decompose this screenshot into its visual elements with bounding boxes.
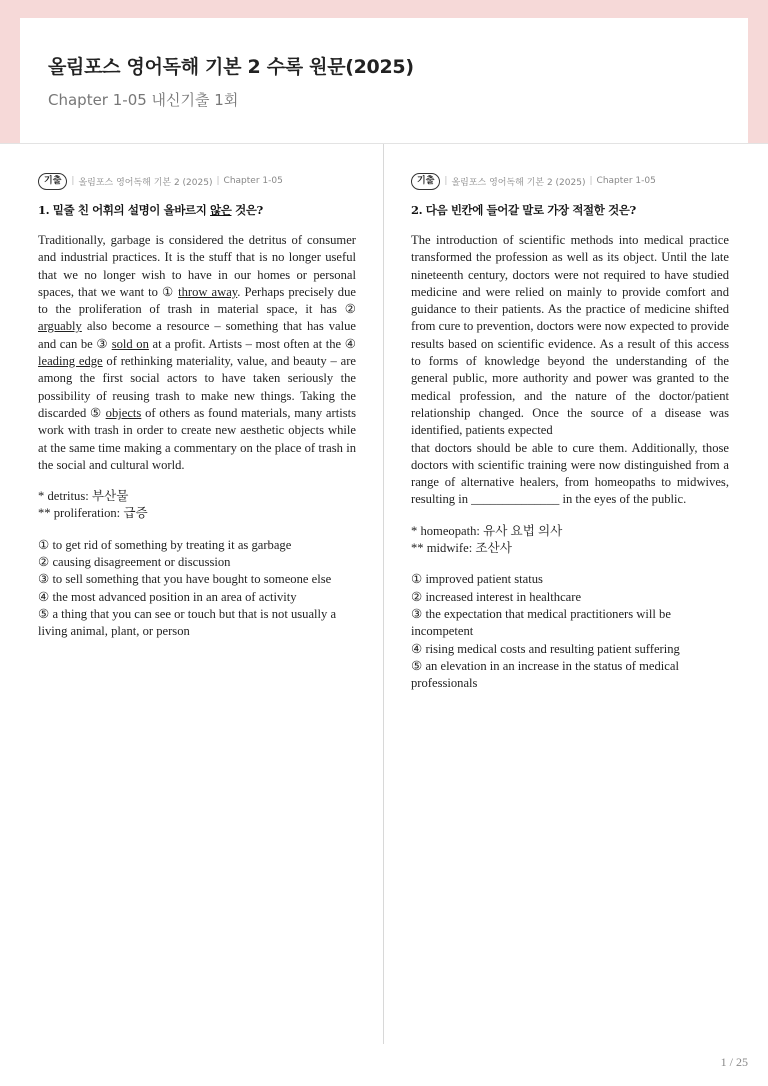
footnote: * homeopath: 유사 요법 의사 (411, 523, 563, 538)
answer-option: ⑤ a thing that you can see or touch but that is not usually a living animal, plant, or person (38, 606, 337, 639)
meta-separator: | (589, 176, 593, 186)
question-1-tag: 기출 (38, 173, 67, 190)
answer-option: ④ rising medical costs and resulting patient suffering (411, 641, 680, 656)
meta-separator: | (444, 176, 448, 186)
footnote: ** proliferation: 급증 (38, 506, 148, 521)
answer-option: ① improved patient status (411, 572, 543, 587)
answer-option: ③ the expectation that medical practitioners will be incompetent (411, 606, 671, 639)
underlined-word-1: throw away (178, 284, 238, 299)
header-card (20, 18, 748, 143)
question-2-title: 2. 다음 빈칸에 들어갈 말로 가장 적절한 것은? (411, 203, 636, 217)
marker-4: ④ (344, 336, 356, 351)
question-1-chapter: Chapter 1-05 (223, 176, 283, 186)
question-2-meta (411, 170, 729, 192)
marker-1: ① (161, 284, 175, 299)
question-2-passage-part-2: that doctors should be able to cure them. Additionally, those doctors with scientific training were now distinguished from a range of alternative healers, from homeopaths to midwives, resulting in ______________ in the eyes of the public. (411, 440, 729, 507)
question-1-source: 올림포스 영어독해 기본 2 (2025) (78, 177, 213, 188)
answer-option: ① to get rid of something by treating it as garbage (38, 537, 292, 552)
question-1 (38, 170, 356, 641)
question-2-tag: 기출 (411, 173, 440, 190)
underlined-word-4: leading edge (38, 354, 103, 369)
document-title: 올림포스 영어독해 기본 2 수록 원문(2025) (48, 56, 414, 78)
question-2-passage (411, 232, 729, 509)
page-number: 1 / 25 (720, 1055, 748, 1069)
meta-separator: | (71, 176, 75, 186)
question-2 (411, 170, 729, 692)
answer-option: ② causing disagreement or discussion (38, 555, 231, 570)
answer-option: ④ the most advanced position in an area of activity (38, 589, 297, 604)
question-1-title: 1. 밑줄 친 어휘의 설명이 올바르지 않은 것은? (38, 203, 263, 217)
footnote: * detritus: 부산물 (38, 489, 129, 504)
meta-separator: | (216, 176, 220, 186)
question-1-title-emphasis: 않은 (210, 203, 232, 217)
footnote: ** midwife: 조산사 (411, 541, 512, 556)
question-1-notes (38, 488, 356, 523)
column-divider (383, 144, 384, 1044)
question-2-notes (411, 523, 729, 558)
document-subtitle: Chapter 1-05 내신기출 1회 (48, 91, 239, 109)
marker-5: ⑤ (90, 405, 102, 420)
question-2-source: 올림포스 영어독해 기본 2 (2025) (451, 177, 586, 188)
answer-option: ③ to sell something that you have bought to someone else (38, 572, 332, 587)
question-1-passage: Traditionally, garbage is considered the detritus of consumer and industrial practices. It is the stuff that is no longer useful that we no longer wish to have in our homes or personal spaces, that we want to ① throw away. Perhaps precisely due to the proliferation of trash in material space, it has ② arguably also become a resource – something that has value and can be ③ sold on at a profit. Artists – most often at the ④ leading edge of rethinking materiality, value, and beauty – are among the first social actors to have taken seriously the possibility of reusing trash to make new things. Taking the discarded ⑤ objects of others as found materials, many artists work with trash in order to create new aesthetic objects while at the same time making a commentary on the place of trash in the social and cultural world. (38, 233, 357, 472)
header-rule (0, 143, 768, 144)
marker-2: ② (344, 302, 356, 317)
question-2-passage-part-1: The introduction of scientific methods into medical practice transformed the profession as well as its object. Until the late nineteenth century, doctors were not required to have studied medicine and were relied on mainly to provide comfort and guidance to their patients. As the practice of medicine shifted from cure to prevention, doctors were now expected to provide results based on scientific evidence. As a result of this access to forms of knowledge beyond the understanding of the general public, more authority and power was granted to the medical profession, and the nature of the doctor/patient relationship changed. Once the source of a disease was identified, patients expected (411, 233, 729, 438)
underlined-word-3: sold on (111, 336, 149, 351)
question-1-meta (38, 170, 356, 192)
answer-option: ② increased interest in healthcare (411, 589, 582, 604)
underlined-word-2: arguably (38, 319, 82, 334)
marker-3: ③ (96, 336, 109, 351)
question-1-options (38, 537, 356, 641)
question-2-options (411, 571, 729, 692)
underlined-word-5: objects (105, 405, 142, 420)
question-2-chapter: Chapter 1-05 (596, 176, 656, 186)
answer-option: ⑤ an elevation in an increase in the status of medical professionals (411, 658, 679, 691)
